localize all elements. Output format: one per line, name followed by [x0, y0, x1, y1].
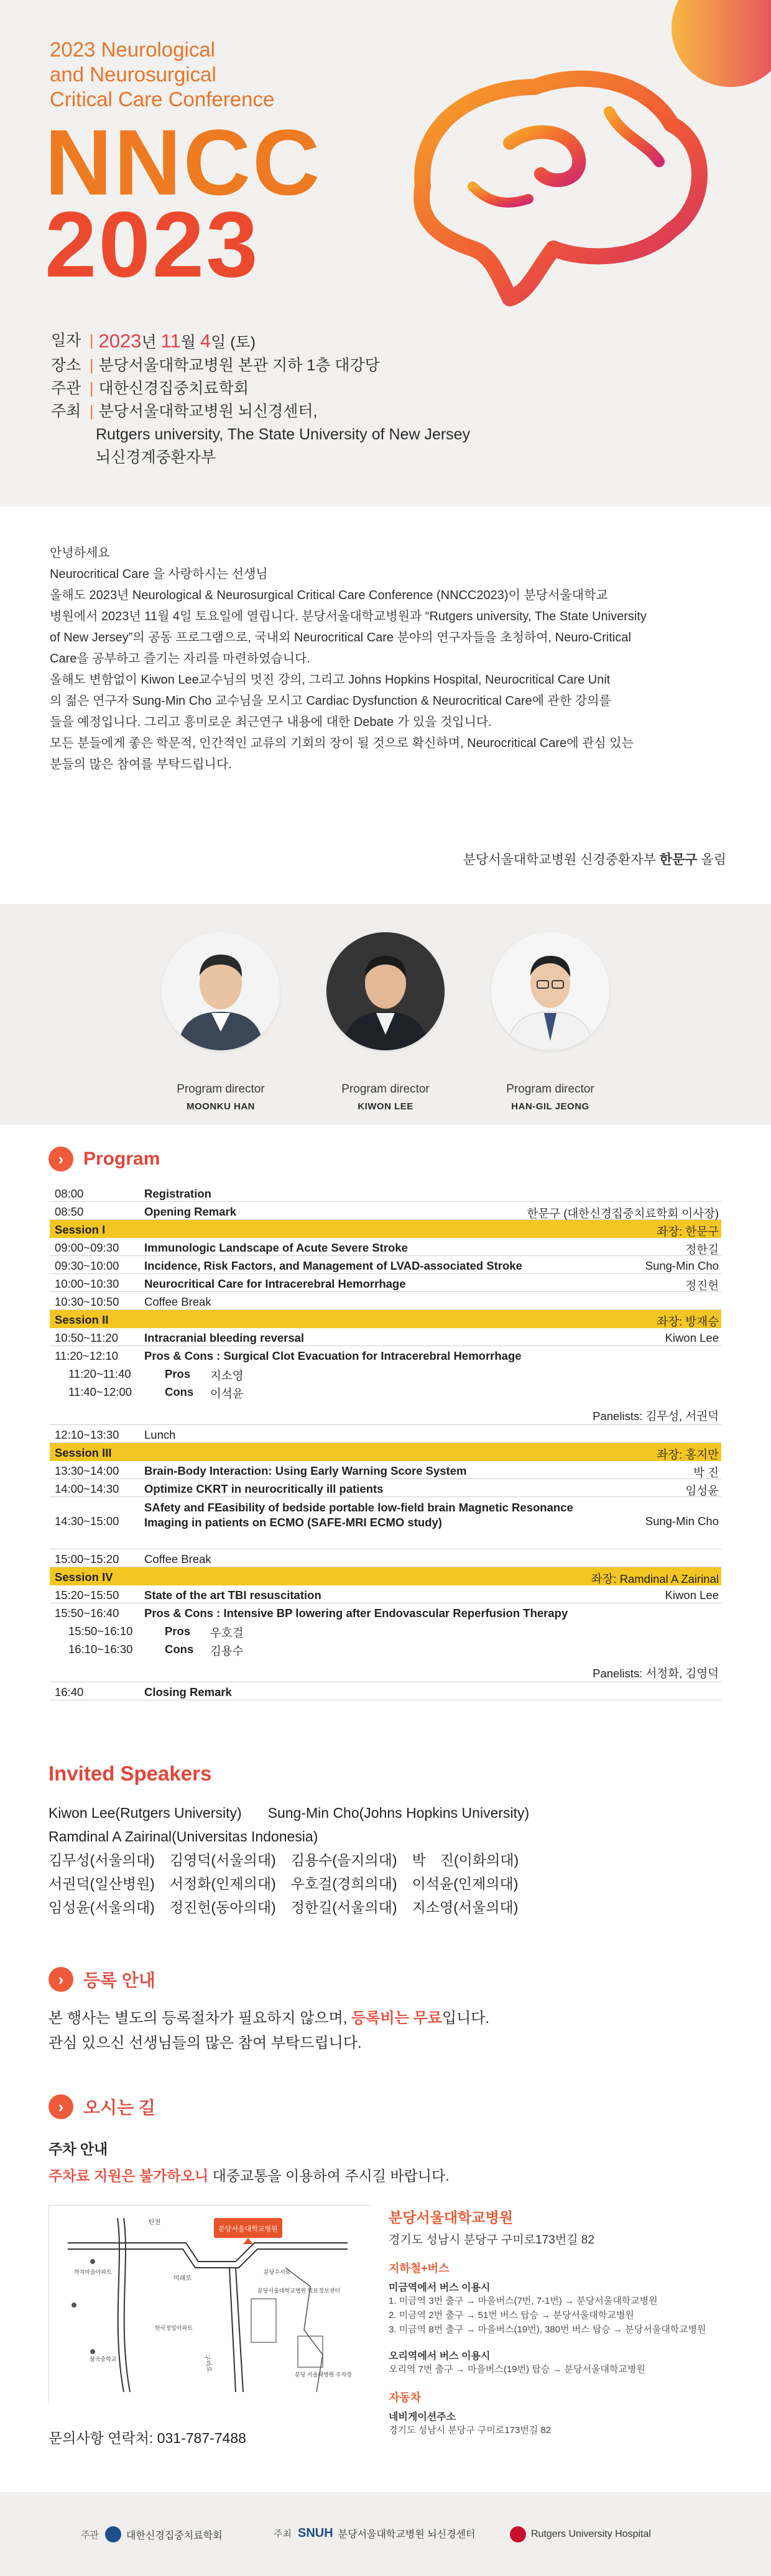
table-row	[50, 1400, 721, 1425]
date-day: 4	[200, 330, 211, 352]
signature-prefix: 분당서울대학교병원 신경중환자부	[463, 853, 656, 867]
footer-snu-name: 분당서울대학교병원 뇌신경센터	[338, 2529, 476, 2540]
row-time: 10:50~11:20	[55, 1331, 119, 1344]
footer	[0, 2492, 771, 2576]
greeting-signature	[463, 850, 726, 868]
separator: |	[90, 403, 94, 420]
table-row	[50, 1346, 721, 1364]
subway-title: 지하철+버스	[389, 2262, 450, 2275]
greeting-line: Care을 공부하고 즐기는 자리를 마련하였습니다.	[50, 652, 310, 666]
organizer-line-1: 분당서울대학교병원 뇌신경센터,	[98, 403, 318, 420]
row-title: Immunologic Landscape of Acute Severe Stroke	[144, 1241, 408, 1254]
society-logo-icon	[105, 2526, 121, 2542]
map-label: 불곡중학교	[90, 2356, 117, 2362]
title-line-2: 2023	[45, 192, 260, 296]
table-row	[50, 1639, 721, 1657]
row-title: Opening Remark	[144, 1205, 237, 1218]
car-title: 자동차	[389, 2391, 422, 2404]
greeting-line: 올해도 변함없이 Kiwon Lee교수님의 멋진 강의, 그리고 Johns Hopkins Hospital, Neurocritical Care Unit	[50, 673, 611, 687]
separator: |	[90, 332, 94, 349]
hero-banner	[0, 0, 771, 506]
row-speaker: 박 진	[693, 1466, 719, 1479]
subway-line: 2. 미금역 2번 출구 → 51번 버스 탑승 → 분당서울대학교병원	[389, 2310, 634, 2321]
registration-line-1	[48, 2006, 489, 2031]
car-line: 경기도 성남시 분당구 구미로173번길 82	[389, 2425, 552, 2436]
map-label: 한국정밀아파트	[155, 2325, 193, 2331]
host-label: 주관	[51, 380, 81, 397]
greeting-line: 분들의 많은 참여를 부탁드립니다.	[50, 758, 232, 771]
footer-rutgers	[510, 2526, 651, 2542]
greeting-line: 안녕하세요	[50, 546, 110, 560]
row-title: Closing Remark	[144, 1685, 232, 1698]
session-name: Session III	[55, 1446, 112, 1459]
speaker-name: 김영덕(서울의대)	[169, 1852, 276, 1868]
registration-heading	[48, 1967, 155, 1992]
program-heading-text: Program	[83, 1148, 160, 1169]
organizer-line-3: 뇌신경계중환자부	[96, 449, 216, 466]
director-card	[476, 932, 625, 1112]
row-title: Coffee Break	[144, 1295, 211, 1308]
greeting-line: 올해도 2023년 Neurological & Neurosurgical Critical Care Conference (NNCC2023)이 분당서울대학교	[50, 589, 608, 602]
table-row	[50, 1585, 721, 1603]
row-speaker: 김용수	[210, 1644, 244, 1657]
session-chair: 좌장: 홍지만	[657, 1448, 719, 1461]
greeting-line: 의 젊은 연구자 Sung-Min Cho 교수님을 모시고 Cardiac Dysfunction & Neurocritical Care에 관한 강의를	[50, 694, 611, 708]
speaker-name: 김용수(을지의대)	[290, 1852, 397, 1868]
table-row	[50, 1657, 721, 1682]
speaker-name: Kiwon Lee(Rutgers University)	[48, 1805, 242, 1821]
map-label: 미래로	[173, 2275, 192, 2282]
speakers-row	[48, 1825, 544, 1848]
date-value	[99, 329, 256, 354]
speaker-name: 서정화(인제의대)	[169, 1876, 276, 1892]
separator: |	[90, 380, 94, 397]
director-photo	[491, 932, 609, 1050]
chevron-right-icon: ›	[48, 1967, 73, 1992]
row-title: Registration	[144, 1187, 211, 1200]
table-row	[50, 1238, 721, 1256]
table-row	[50, 1202, 721, 1220]
row-speaker: 이석윤	[210, 1387, 244, 1400]
snuh-logo: SNUH	[297, 2526, 333, 2540]
table-row	[50, 1461, 721, 1479]
speakers-row	[48, 1848, 544, 1872]
row-side: Cons	[165, 1643, 194, 1656]
greeting-section	[0, 506, 771, 904]
date-month-unit: 월	[180, 334, 196, 351]
row-panelists: Panelists: 김무성, 서권덕	[593, 1409, 719, 1423]
director-name: KIWON LEE	[358, 1101, 413, 1112]
row-time: 16:40	[55, 1685, 84, 1698]
row-time: 10:00~10:30	[55, 1277, 119, 1290]
row-title: Lunch	[144, 1428, 176, 1441]
map-label: 분당서울대학교병원 의료정보센터	[257, 2288, 340, 2294]
location-map[interactable]	[48, 2205, 372, 2404]
registration-text-a: 본 행사는 별도의 등록절차가 필요하지 않으며,	[48, 2010, 352, 2027]
session-row	[50, 1220, 721, 1238]
table-row	[50, 1682, 721, 1700]
organizer-label: 주최	[51, 403, 81, 420]
ori-line: 오리역 7번 출구 → 마을버스(19번) 탑승 → 분당서울대학교병원	[389, 2364, 645, 2375]
row-side: Pros	[165, 1625, 191, 1638]
director-role: Program director	[506, 1083, 594, 1096]
row-time: 15:20~15:50	[55, 1588, 119, 1602]
director-card	[311, 932, 460, 1112]
date-year: 2023	[98, 330, 142, 352]
date-day-rest: 일 (토)	[211, 334, 256, 351]
row-speaker: 정한길	[685, 1243, 719, 1256]
conference-subtitle	[50, 37, 274, 112]
organizer-row	[51, 400, 470, 423]
subtitle-line-1: 2023 Neurological	[50, 38, 216, 61]
event-info	[51, 329, 470, 469]
subway-subtitle: 미금역에서 버스 이용시	[389, 2283, 491, 2293]
car-subtitle: 네비게이션주소	[389, 2412, 456, 2422]
row-speaker: Sung-Min Cho	[645, 1259, 719, 1272]
row-speaker: 한문구 (대한신경집중치료학회 이사장)	[527, 1207, 719, 1220]
speaker-name: Ramdinal A Zairinal(Universitas Indonesia)	[48, 1828, 318, 1845]
row-time: 09:30~10:00	[55, 1259, 119, 1272]
row-time: 15:00~15:20	[55, 1552, 119, 1565]
speaker-name: 우호걸(경희의대)	[290, 1876, 397, 1892]
table-row	[50, 1479, 721, 1497]
date-month: 11	[160, 330, 181, 352]
hospital-address: 경기도 성남시 분당구 구미로173번길 82	[389, 2234, 594, 2247]
directions-heading	[48, 2094, 155, 2119]
row-title: Coffee Break	[144, 1552, 211, 1565]
directors-section	[0, 904, 771, 1125]
row-time: 16:10~16:30	[68, 1643, 133, 1656]
director-name: MOONKU HAN	[187, 1101, 255, 1112]
director-card	[146, 932, 295, 1112]
row-speaker: 지소영	[210, 1369, 244, 1382]
director-role: Program director	[341, 1083, 430, 1096]
directions-heading-text: 오시는 길	[83, 2098, 155, 2117]
host-value: 대한신경집중치료학회	[98, 380, 249, 397]
speakers-heading: Invited Speakers	[48, 1762, 212, 1785]
ori-subtitle: 오리역에서 버스 이용시	[389, 2351, 491, 2362]
row-title: Intracranial bleeding reversal	[144, 1331, 305, 1344]
signature-name: 한문구	[659, 853, 698, 867]
speaker-name: 정한길(서울의대)	[290, 1899, 397, 1915]
subway-line: 3. 미금역 8번 출구 → 마을버스(19번), 380번 버스 탑승 → 분당서울대학교병원	[389, 2324, 706, 2335]
parking-info	[48, 2138, 450, 2185]
registration-heading-text: 등록 안내	[83, 1971, 155, 1990]
speakers-list	[48, 1801, 544, 1919]
row-panelists: Panelists: 서정화, 김영덕	[593, 1667, 719, 1680]
parking-highlight: 주차료 지원은 불가하오니	[48, 2168, 209, 2184]
rutgers-logo-icon	[510, 2526, 526, 2542]
row-speaker: 우호걸	[210, 1626, 244, 1639]
footer-rutgers-name: Rutgers University Hospital	[531, 2529, 651, 2539]
footer-org-label: 주최	[274, 2529, 292, 2539]
subway-line: 1. 미금역 3번 출구 → 마을버스(7번, 7-1번) → 분당서울대학교병원	[389, 2296, 658, 2306]
table-row	[50, 1184, 721, 1202]
row-title: Pros & Cons : Surgical Clot Evacuation for Intracerebral Hemorrhage	[144, 1349, 522, 1362]
registration-text-b: 입니다.	[441, 2010, 490, 2027]
row-speaker: 임성윤	[685, 1484, 719, 1497]
hospital-name: 분당서울대학교병원	[389, 2209, 513, 2225]
date-label: 일자	[51, 332, 81, 349]
table-row	[50, 1549, 721, 1567]
map-drawing	[49, 2206, 372, 2404]
row-speaker: Sung-Min Cho	[645, 1515, 719, 1528]
speakers-row	[48, 1895, 544, 1919]
map-label: 분당수서로	[264, 2269, 291, 2275]
row-speaker: Kiwon Lee	[665, 1588, 719, 1602]
director-role: Program director	[177, 1083, 265, 1096]
row-title: Pros & Cons : Intensive BP lowering after Endovascular Reperfusion Therapy	[144, 1607, 568, 1620]
map-label: 까치마을아파트	[74, 2269, 112, 2275]
row-side: Pros	[165, 1367, 191, 1380]
greeting-line: 병원에서 2023년 11월 4일 토요일에 열립니다. 분당서울대학교병원과 “Rutgers university, The State University	[50, 610, 647, 623]
map-label: 구미로	[203, 2354, 213, 2373]
map-hospital-label: 분당서울대학교병원	[218, 2225, 278, 2233]
row-title: SAfety and FEasibility of bedside portable low-field brain Magnetic Resonance Imaging in patients on ECMO (SAFE-MRI ECMO study)	[144, 1501, 573, 1529]
map-label: 탄천	[149, 2219, 161, 2226]
date-row	[51, 329, 470, 354]
session-row	[50, 1567, 721, 1585]
program-table	[50, 1184, 721, 1700]
parking-rest: 대중교통을 이용하여 주시길 바랍니다.	[208, 2168, 450, 2184]
speaker-name: 정진헌(동아의대)	[169, 1899, 276, 1915]
subtitle-line-3: Critical Care Conference	[50, 88, 275, 111]
row-speaker: 정진헌	[685, 1279, 719, 1292]
registration-text	[48, 2006, 489, 2056]
greeting-line: 들을 예정입니다. 그리고 흥미로운 최근연구 내용에 대한 Debate 가 있을 것입니다.	[50, 715, 492, 729]
session-chair: 좌장: Ramdinal A Zairinal	[591, 1572, 719, 1585]
parking-title: 주차 안내	[48, 2141, 108, 2157]
session-chair: 좌장: 방재승	[657, 1315, 719, 1328]
greeting-line: Neurocritical Care 을 사랑하시는 선생님	[50, 567, 268, 581]
row-title: State of the art TBI resuscitation	[144, 1588, 321, 1602]
director-photo	[326, 932, 445, 1050]
speaker-name: 지소영(서울의대)	[412, 1899, 519, 1915]
greeting-text	[50, 543, 726, 775]
chevron-right-icon: ›	[48, 1147, 73, 1171]
subtitle-line-2: and Neurosurgical	[50, 63, 216, 86]
row-time: 14:00~14:30	[55, 1482, 119, 1495]
date-year-unit: 년	[141, 334, 157, 351]
row-time: 09:00~09:30	[55, 1241, 119, 1254]
footer-host-label: 주관	[81, 2529, 99, 2541]
greeting-line: 모든 분들에게 좋은 학문적, 인간적인 교류의 기회의 장이 될 것으로 확신하며, Neurocritical Care에 관심 있는	[50, 736, 634, 750]
host-row	[51, 377, 470, 400]
chevron-right-icon: ›	[48, 2094, 73, 2119]
row-title: Optimize CKRT in neurocritically ill patients	[144, 1482, 384, 1495]
table-row	[50, 1274, 721, 1292]
session-row	[50, 1443, 721, 1461]
person-icon	[162, 932, 280, 1050]
row-time: 15:50~16:10	[68, 1625, 133, 1638]
row-title: Neurocritical Care for Intracerebral Hemorrhage	[144, 1277, 406, 1290]
director-photo	[162, 932, 280, 1050]
parking-desc	[48, 2165, 450, 2185]
table-row	[50, 1425, 721, 1443]
row-time: 15:50~16:40	[55, 1607, 119, 1620]
table-row	[50, 1328, 721, 1346]
footer-organizer	[274, 2526, 476, 2541]
table-row	[50, 1256, 721, 1274]
greeting-line: of New Jersey”의 공동 프로그램으로, 국내외 Neurocritical Care 분야의 연구자들을 초청하여, Neuro-Critical	[50, 631, 631, 644]
table-row	[50, 1382, 721, 1400]
directions-text	[389, 2206, 762, 2437]
registration-highlight: 등록비는 무료	[351, 2010, 442, 2027]
organizer-line-2: Rutgers university, The State University of New Jersey	[96, 426, 471, 443]
table-row	[50, 1364, 721, 1382]
row-time: 11:20~12:10	[55, 1349, 119, 1362]
row-time: 08:50	[55, 1205, 84, 1218]
row-time: 12:10~13:30	[55, 1428, 119, 1441]
session-name: Session I	[55, 1223, 106, 1236]
row-side: Cons	[165, 1385, 194, 1398]
separator: |	[90, 357, 94, 374]
table-row	[50, 1621, 721, 1639]
person-icon	[491, 932, 609, 1050]
session-name: Session IV	[55, 1570, 113, 1584]
brain-graphic	[348, 0, 771, 348]
contact-info: 문의사항 연락처: 031-787-7488	[48, 2430, 246, 2446]
session-chair: 좌장: 한문구	[657, 1225, 719, 1238]
row-time: 13:30~14:00	[55, 1464, 119, 1477]
person-icon	[326, 932, 445, 1050]
map-label: 분당 서울대병원 주차장	[295, 2372, 352, 2378]
row-time: 11:20~11:40	[68, 1367, 131, 1380]
speaker-name: 임성윤(서울의대)	[48, 1899, 155, 1915]
title-line-1: NNCC	[45, 110, 322, 214]
speaker-name: 김무성(서울의대)	[48, 1852, 155, 1868]
footer-host-name: 대한신경집중치료학회	[126, 2530, 223, 2541]
conference-title	[45, 110, 322, 296]
row-title: Incidence, Risk Factors, and Management of LVAD-associated Stroke	[144, 1259, 522, 1272]
row-time: 08:00	[55, 1187, 84, 1200]
session-row	[50, 1310, 721, 1328]
table-row	[50, 1292, 721, 1310]
program-heading	[48, 1147, 160, 1171]
session-name: Session II	[55, 1313, 109, 1326]
table-row	[50, 1497, 721, 1549]
place-row	[51, 354, 470, 377]
director-name: HAN-GIL JEONG	[511, 1101, 589, 1112]
place-value: 분당서울대학교병원 본관 지하 1층 대강당	[98, 357, 380, 374]
row-time: 10:30~10:50	[55, 1295, 119, 1308]
row-speaker: Kiwon Lee	[665, 1331, 719, 1344]
speaker-name: Sung-Min Cho(Johns Hopkins University)	[267, 1805, 530, 1821]
speaker-name: 이석윤(인제의대)	[412, 1876, 519, 1892]
speakers-row	[48, 1872, 544, 1895]
registration-line-2: 관심 있으신 선생님들의 많은 참여 부탁드립니다.	[48, 2035, 362, 2051]
row-time: 14:30~15:00	[55, 1515, 119, 1528]
place-label: 장소	[51, 357, 81, 374]
signature-suffix: 올림	[701, 853, 726, 867]
table-row	[50, 1603, 721, 1621]
speaker-name: 서권덕(일산병원)	[48, 1876, 155, 1892]
row-time: 11:40~12:00	[68, 1385, 132, 1398]
row-title: Brain-Body Interaction: Using Early Warning Score System	[144, 1464, 467, 1477]
speakers-row	[48, 1801, 544, 1825]
footer-host	[81, 2526, 223, 2542]
speaker-name: 박 진(이화의대)	[412, 1852, 519, 1868]
